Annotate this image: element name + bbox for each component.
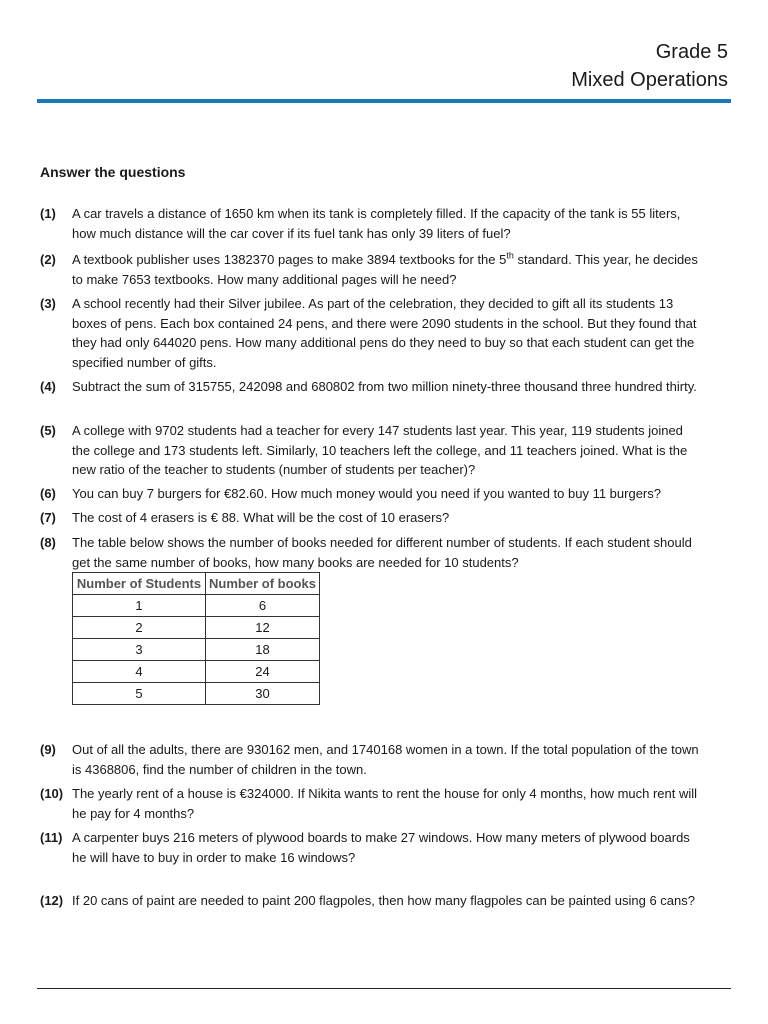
question-9 (40, 740, 700, 779)
question-3 (40, 294, 700, 372)
books-table (72, 572, 320, 705)
question-10 (40, 784, 700, 823)
header (571, 38, 728, 94)
table-cell: 3 (73, 639, 206, 661)
table-cell: 1 (73, 595, 206, 617)
table-header: Number of Students (73, 573, 206, 595)
question-number: (4) (40, 379, 56, 394)
table-cell: 18 (206, 639, 320, 661)
table-row (73, 595, 320, 617)
question-number: (11) (40, 830, 63, 845)
question-number: (1) (40, 206, 56, 221)
question-text: If 20 cans of paint are needed to paint 200 flagpoles, then how many flagpoles can be painted using 6 cans? (72, 893, 695, 908)
question-text: The cost of 4 erasers is € 88. What will be the cost of 10 erasers? (72, 510, 450, 525)
question-11 (40, 828, 700, 867)
table-row (73, 661, 320, 683)
section-title: Answer the questions (40, 164, 186, 180)
table-header: Number of books (206, 573, 320, 595)
header-rule (37, 99, 731, 103)
question-text-part-a: A textbook publisher uses 1382370 pages to make 3894 textbooks for the 5 (72, 252, 507, 267)
question-4 (40, 377, 700, 397)
question-number: (8) (40, 535, 56, 550)
question-number: (9) (40, 742, 56, 757)
table-row (73, 639, 320, 661)
question-text: A carpenter buys 216 meters of plywood boards to make 27 windows. How many meters of plywood boards he will have to buy in order to make 16 windows? (72, 830, 690, 865)
topic-title: Mixed Operations (571, 69, 728, 91)
question-text: Out of all the adults, there are 930162 men, and 1740168 women in a town. If the total population of the town is 4368806, find the number of children in the town. (72, 742, 699, 777)
question-text: The table below shows the number of books needed for different number of students. If each student should get the same number of books, how many books are needed for 10 students? (72, 535, 692, 570)
question-number: (5) (40, 423, 56, 438)
question-text: Subtract the sum of 315755, 242098 and 680802 from two million ninety-three thousand three hundred thirty. (72, 379, 697, 394)
question-text: A school recently had their Silver jubilee. As part of the celebration, they decided to gift all its students 13 boxes of pens. Each box contained 24 pens, and there were 2090 students in the school. But they found that they had only 644020 pens. How many additional pens do they need to buy so that each student can get the specified number of gifts. (72, 296, 697, 370)
table-row (73, 617, 320, 639)
question-5 (40, 421, 700, 480)
question-text: You can buy 7 burgers for €82.60. How much money would you need if you wanted to buy 11 burgers? (72, 486, 661, 501)
question-1 (40, 204, 700, 243)
question-6 (40, 484, 700, 504)
question-text-part-b: standard. This year, he decides to make 7653 textbooks. How many additional pages will he need? (72, 252, 698, 287)
question-number: (3) (40, 296, 56, 311)
table-cell: 12 (206, 617, 320, 639)
question-text (72, 250, 700, 289)
question-text: A college with 9702 students had a teacher for every 147 students last year. This year, 119 students joined the college and 173 students left. Similarly, 10 teachers left the college, and 11 teachers joined. What is the new ratio of the teacher to students (number of students per teacher)? (72, 423, 688, 477)
grade-title: Grade 5 (655, 41, 728, 63)
table-cell: 24 (206, 661, 320, 683)
table-cell: 5 (73, 683, 206, 705)
question-number: (2) (40, 252, 56, 267)
question-2 (40, 250, 700, 289)
question-number: (10) (40, 786, 64, 801)
table-row (73, 683, 320, 705)
superscript: th (506, 250, 514, 261)
table-cell: 4 (73, 661, 206, 683)
question-8 (40, 533, 700, 572)
question-text: The yearly rent of a house is €324000. If Nikita wants to rent the house for only 4 months, how much rent will he pay for 4 months? (72, 786, 698, 821)
question-7 (40, 508, 700, 528)
question-number: (12) (40, 893, 64, 908)
footer-rule (37, 988, 731, 989)
question-12 (40, 891, 700, 911)
table-cell: 2 (73, 617, 206, 639)
table-cell: 30 (206, 683, 320, 705)
table-cell: 6 (206, 595, 320, 617)
question-number: (6) (40, 486, 56, 501)
table-header-row (73, 573, 320, 595)
question-number: (7) (40, 510, 56, 525)
question-text: A car travels a distance of 1650 km when its tank is completely filled. If the capacity of the tank is 55 liters, how much distance will the car cover if its fuel tank has only 39 liters of fuel? (72, 206, 681, 241)
